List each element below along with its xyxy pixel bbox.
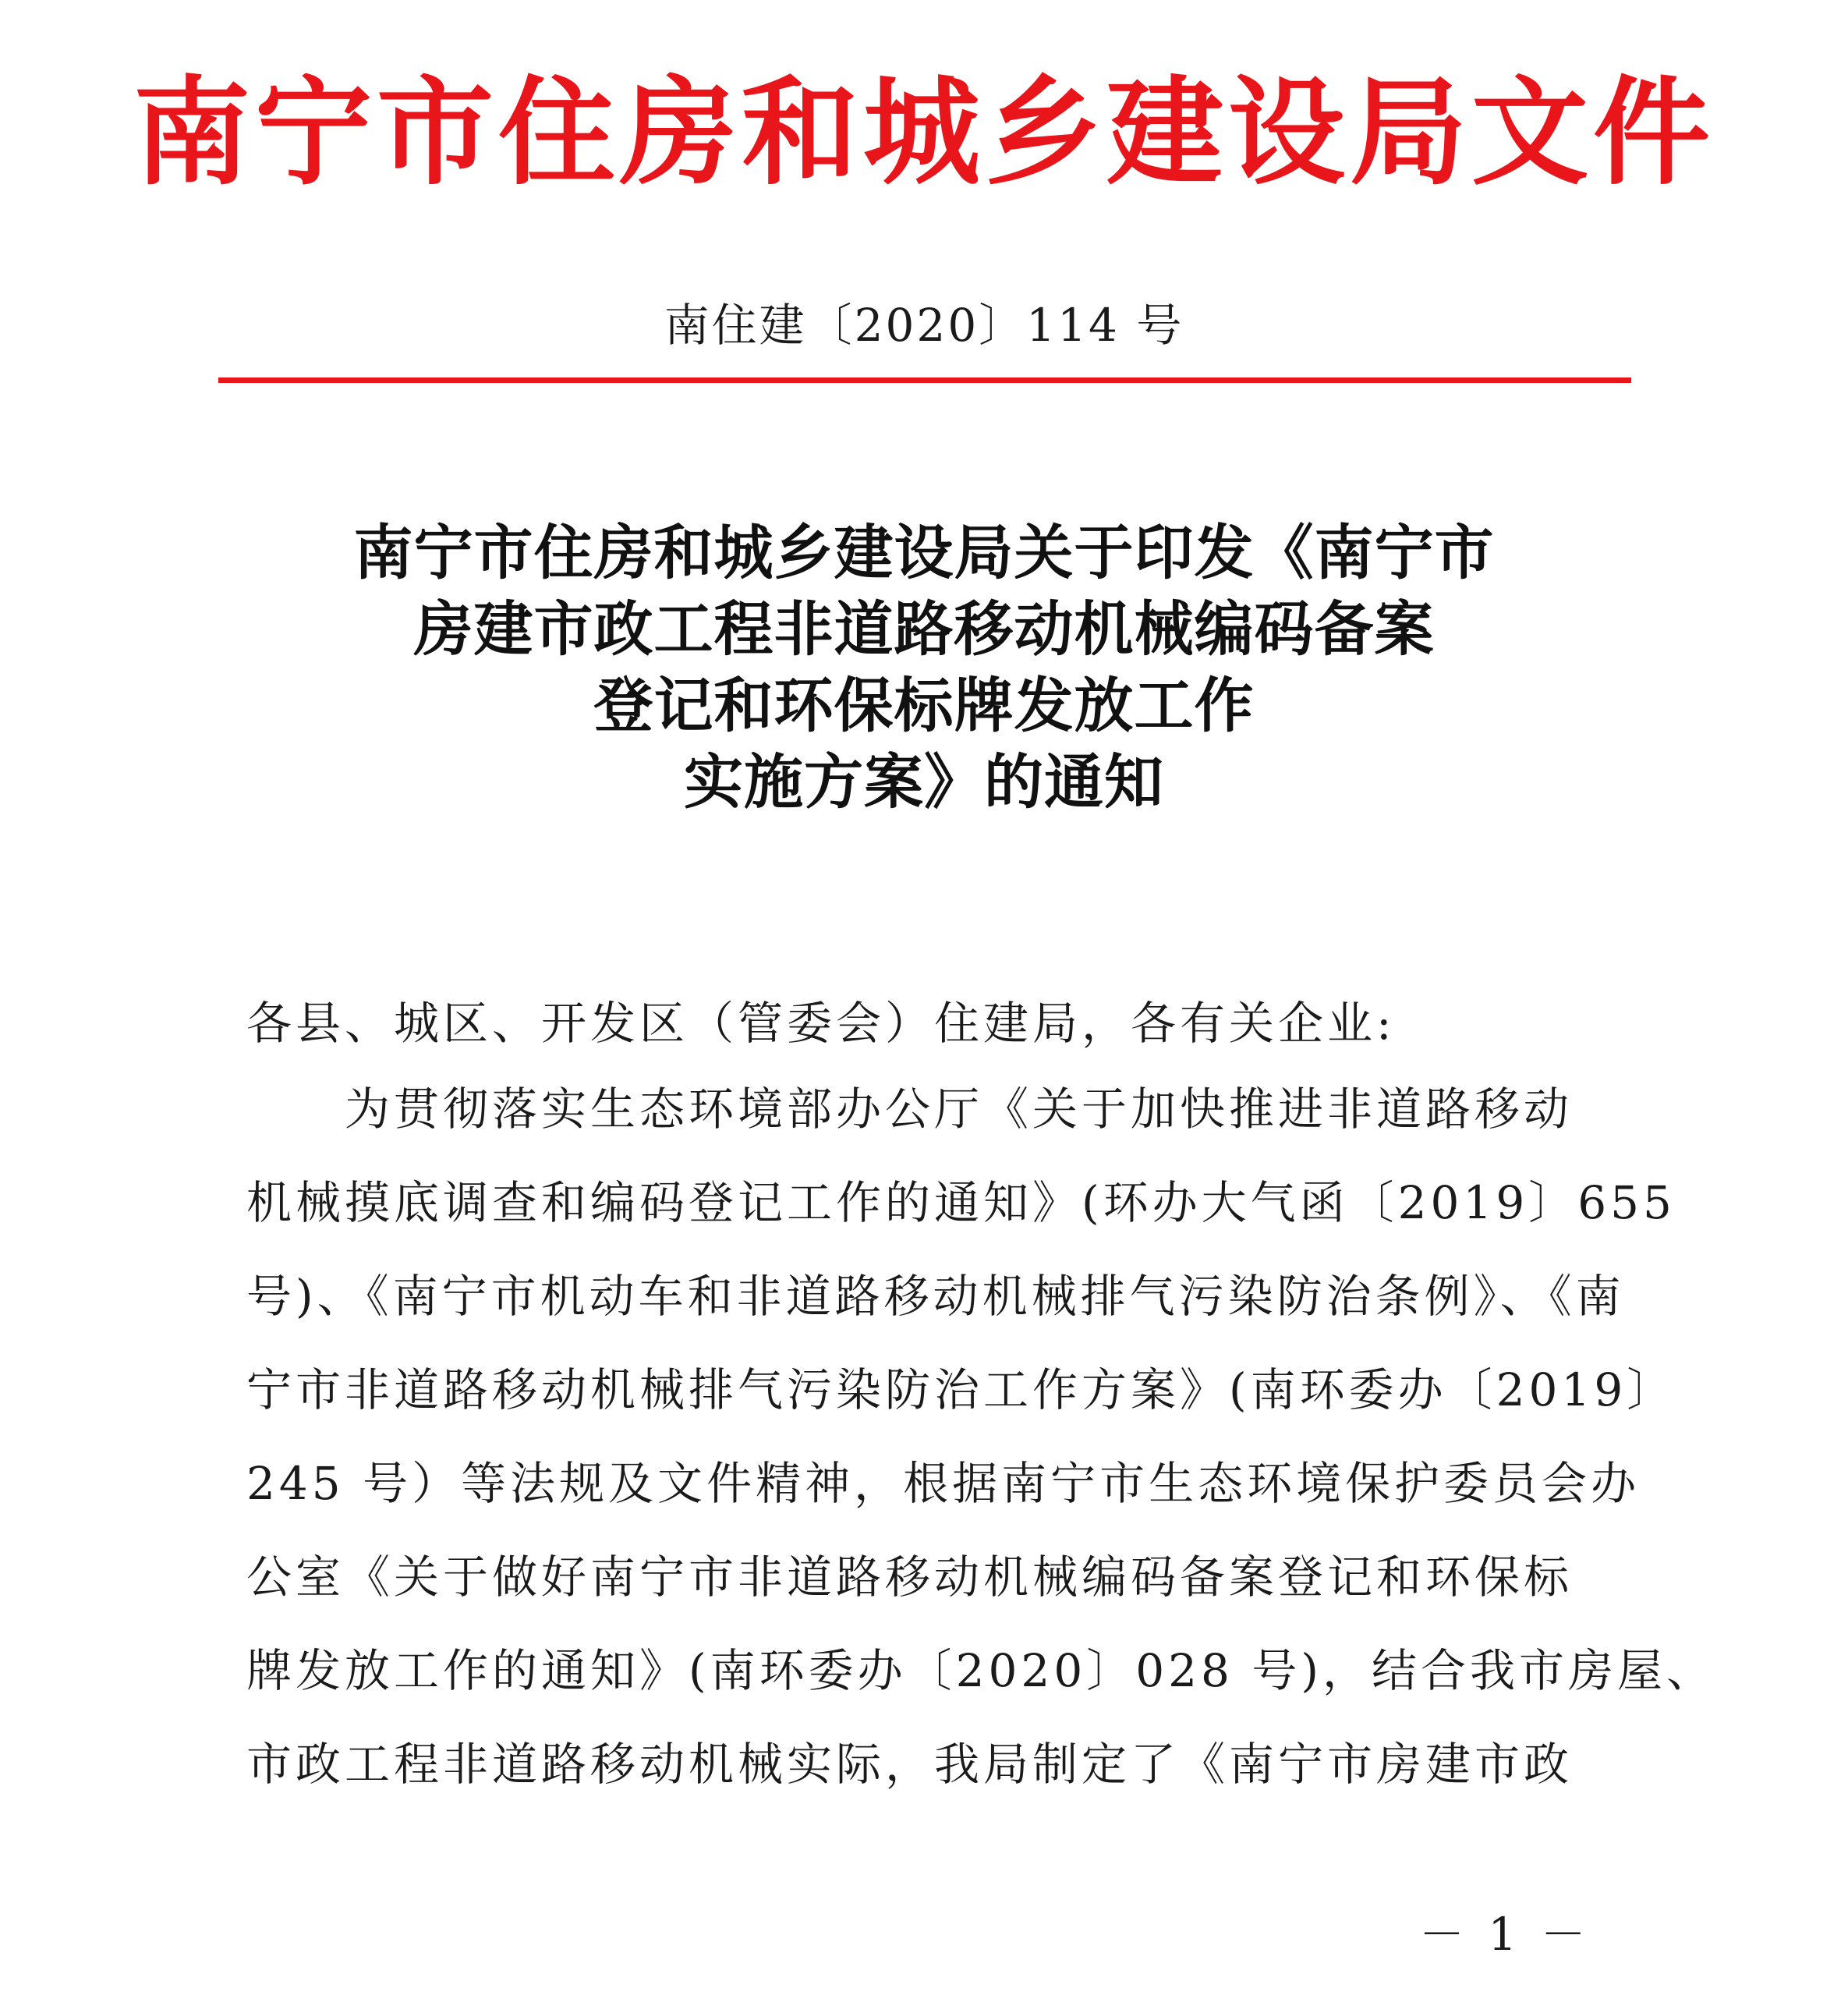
paragraph-line: 机械摸底调查和编码登记工作的通知》(环办大气函〔2019〕655 — [246, 1176, 1676, 1229]
paragraph-line: 为贯彻落实生态环境部办公厅《关于加快推进非道路移动 — [345, 1083, 1574, 1136]
paragraph-line: 245 号）等法规及文件精神，根据南宁市生态环境保护委员会办 — [246, 1457, 1641, 1510]
paragraph-line: 市政工程非道路移动机械实际，我局制定了《南宁市房建市政 — [246, 1738, 1574, 1791]
paragraph-line: 号)、《南宁市机动车和非道路移动机械排气污染防治条例》、《南 — [246, 1270, 1625, 1323]
title-line: 房建市政工程非道路移动机械编码备案 — [413, 594, 1435, 664]
body-paragraph — [246, 1062, 1716, 1811]
title-line: 南宁市住房和城乡建设局关于印发《南宁市 — [353, 518, 1495, 587]
paragraph-line: 宁市非道路移动机械排气污染防治工作方案》(南环委办〔2019〕 — [246, 1363, 1676, 1416]
body-text — [246, 984, 1716, 1811]
title-line: 实施方案》的通知 — [684, 747, 1164, 817]
red-divider-line — [218, 377, 1631, 383]
notice-title — [0, 515, 1848, 820]
paragraph-line: 牌发放工作的通知》(南环委办〔2020〕028 号)，结合我市房屋、 — [246, 1644, 1716, 1697]
masthead-title: 南宁市住房和城乡建设局文件 — [133, 64, 1715, 201]
paragraph-line: 公室《关于做好南宁市非道路移动机械编码备案登记和环保标 — [246, 1551, 1574, 1604]
document-number: 南住建〔2020〕114 号 — [664, 299, 1184, 352]
page-number: － 1 － — [1419, 1908, 1591, 1961]
salutation: 各县、城区、开发区（管委会）住建局，各有关企业: — [246, 997, 1396, 1050]
title-line: 登记和环保标牌发放工作 — [593, 671, 1255, 740]
